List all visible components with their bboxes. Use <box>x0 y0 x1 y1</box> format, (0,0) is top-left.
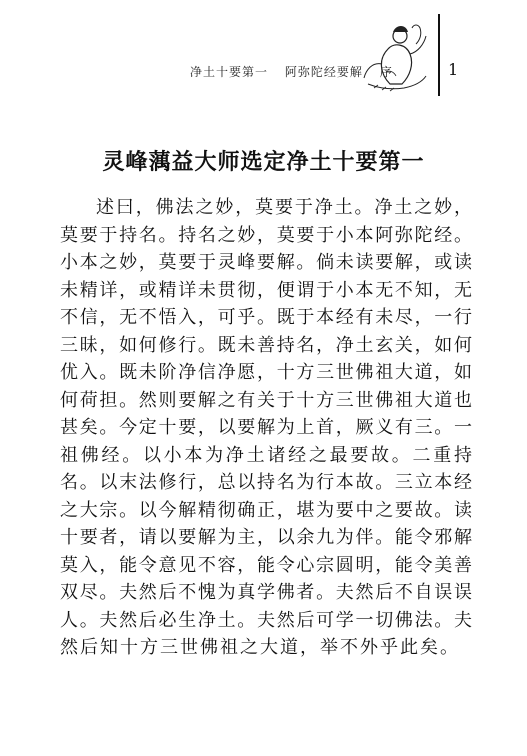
text-line: 小本之妙，莫要于灵峰要解。倘未读要解，或读 <box>60 252 472 273</box>
text-line: 然后知十方三世佛祖之大道，举不外乎此矣。 <box>60 637 460 658</box>
text-line: 名。以末法修行，总以持名为行本故。三立本经 <box>60 472 472 493</box>
bodhisattva-illustration-icon <box>360 14 430 92</box>
text-line: 述曰，佛法之妙，莫要于净土。净土之妙， <box>96 197 472 218</box>
chapter-title: 灵峰蕅益大师选定净土十要第一 <box>102 150 425 175</box>
section-title: 净土十要第一 <box>190 65 269 79</box>
header-divider <box>438 14 440 96</box>
text-line: 十要者，请以要解为主，以余九为伴。能令邪解 <box>60 527 472 548</box>
page-number: 1 <box>448 60 459 79</box>
page-header <box>0 0 527 100</box>
text-line: 甚矣。今定十要，以要解为上首，厥义有三。一 <box>60 417 472 438</box>
body-text <box>60 197 472 665</box>
text-line: 莫入，能令意见不容，能令心宗圆明，能令美善 <box>60 554 472 576</box>
text-line: 何荷担。然则要解之有关于十方三世佛祖大道也 <box>60 389 472 411</box>
text-line: 之大宗。以今解精彻确正，堪为要中之要故。读 <box>60 499 472 521</box>
book-title: 阿弥陀经要解 <box>284 65 363 79</box>
text-line: 三昧，如何修行。既未善持名，净土玄关，如何 <box>60 334 472 356</box>
text-line: 祖佛经。以小本为净土诸经之最要故。二重持 <box>60 444 472 466</box>
text-line: 未精详，或精详未贯彻，便谓于小本无不知，无 <box>60 279 472 301</box>
section-label: 序 <box>379 65 393 79</box>
text-line: 莫要于持名。持名之妙，莫要于小本阿弥陀经。 <box>60 224 472 246</box>
text-line: 人。夫然后必生净土。夫然后可学一切佛法。夫 <box>60 609 472 631</box>
text-line: 不信，无不悟入，可乎。既于本经有未尽，一行 <box>60 307 472 328</box>
text-line: 优入。既未阶净信净愿，十方三世佛祖大道，如 <box>60 362 472 383</box>
text-line: 双尽。夫然后不愧为真学佛者。夫然后不自误误 <box>60 582 472 603</box>
